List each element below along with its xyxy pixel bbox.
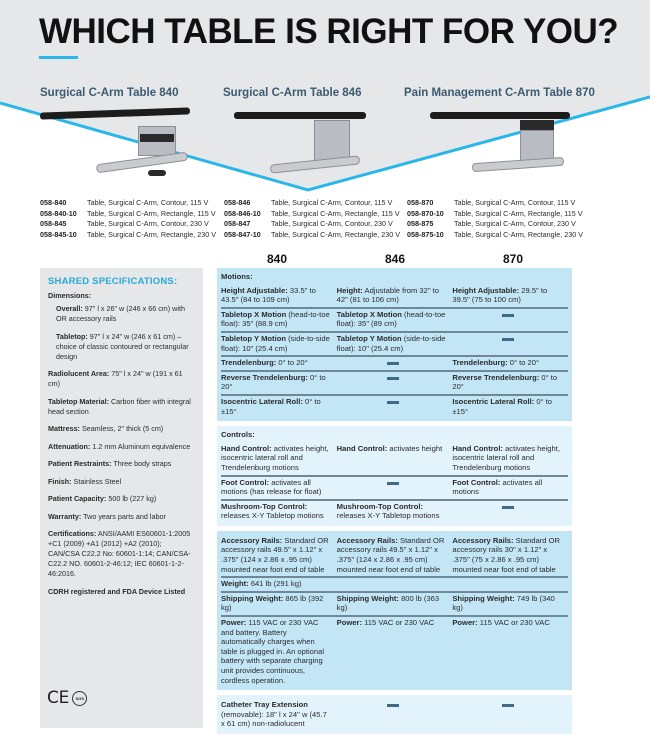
cell-label: Trendelenburg:	[452, 358, 508, 368]
part-description: Table, Surgical C-Arm, Contour, 230 V	[454, 219, 576, 228]
spec-value: Two years parts and labor	[81, 511, 166, 521]
spec-cell	[337, 397, 453, 416]
part-row	[224, 219, 400, 230]
cell-label: Height Adjustable:	[221, 285, 288, 295]
part-code: 058-870	[407, 198, 434, 207]
spec-cell	[452, 444, 568, 473]
spec-cell	[221, 310, 337, 329]
spec-cell	[337, 618, 453, 685]
spec-cell	[337, 700, 453, 729]
spec-label: Warranty:	[48, 511, 82, 521]
spec-cell	[221, 373, 337, 392]
title-accent-line	[39, 56, 78, 59]
spec-cell	[337, 594, 453, 613]
spec-cell	[452, 502, 568, 521]
part-description: Table, Surgical C-Arm, Contour, 115 V	[87, 198, 209, 207]
spec-row	[221, 443, 568, 477]
spec-row	[221, 285, 568, 309]
part-row	[224, 209, 400, 220]
cell-label: Tabletop X Motion	[336, 309, 402, 319]
spec-row	[221, 357, 568, 372]
cell-text: 0° to ±15°	[221, 396, 321, 416]
spec-row	[221, 535, 568, 578]
cell-label: Reverse Trendelenburg:	[221, 372, 308, 382]
not-available-dash	[387, 377, 399, 380]
cell-text: 115 VAC or 230 VAC and battery. Battery automatically charges when table is plugged in. An optional battery with separate charging unit provides continuous, cordless operation.	[221, 618, 325, 685]
cell-label: Catheter Tray Extension	[221, 700, 308, 710]
spec-cell	[221, 286, 337, 305]
cell-label: Shipping Weight:	[452, 593, 515, 603]
spec-cell	[452, 579, 568, 589]
not-available-dash	[502, 506, 514, 509]
cell-text: Adjustable from 32" to 42" (81 to 106 cm)	[336, 285, 439, 305]
cell-label: Height:	[336, 285, 363, 295]
cell-text: activates all motions	[452, 477, 543, 497]
part-code: 058-845-10	[40, 229, 77, 239]
spec-label: Patient Restraints:	[48, 459, 112, 468]
cell-text: 0° to ±15°	[452, 396, 553, 416]
spec-row	[221, 617, 568, 687]
spec-item	[48, 512, 195, 522]
part-description: Table, Surgical C-Arm, Contour, 230 V	[271, 219, 393, 228]
spec-cell	[337, 478, 453, 497]
cell-text: 29.5" to 39.5" (75 to 100 cm)	[452, 285, 548, 305]
spec-label: Mattress:	[48, 424, 80, 433]
spec-value: ANSI/AAMI ES60601-1:2005 +C1 (2009) +A1 (2012) +A2 (2010); CAN/CSA C22.2 No: 60601-1:14; CAN/CSA-C22.2 NO. 60601-2-46:12; IEC 60601-1-2-46:2016.	[48, 529, 191, 578]
spec-section-1	[217, 268, 572, 421]
column-header-840: 840	[266, 252, 288, 266]
section-title: Controls:	[221, 430, 255, 440]
shared-specifications-heading: SHARED SPECIFICATIONS:	[48, 276, 178, 287]
part-row	[407, 230, 583, 241]
ce-mark-logo: C E	[47, 688, 69, 708]
spec-item	[48, 494, 195, 504]
cell-text: 115 VAC or 230 VAC	[477, 618, 550, 628]
cell-label: Hand Control:	[221, 443, 272, 453]
spec-item	[48, 424, 195, 434]
part-description: Table, Surgical C-Arm, Contour, 230 V	[87, 219, 209, 228]
cell-text: activates height	[387, 443, 443, 453]
spec-value: Stainless Steel	[71, 476, 122, 486]
spec-label: Radiolucent Area:	[48, 369, 110, 378]
cell-text: (head-to-toe float): 35" (88.9 cm)	[221, 309, 330, 329]
spec-item	[48, 587, 195, 597]
cell-text: (head-to-toe float): 35" (89 cm)	[336, 309, 446, 329]
cell-text: releases X-Y Tabletop motions	[336, 511, 440, 521]
part-row	[407, 209, 583, 220]
spec-item	[48, 397, 195, 417]
spec-row	[221, 309, 568, 333]
spec-item	[48, 529, 195, 579]
cell-text: Standard OR accessory rails 30" x 1.12" x .375" (75 x 2.86 x .95 cm) mounted near foot end of table	[452, 535, 560, 574]
part-row	[407, 198, 583, 209]
spec-cell	[452, 358, 568, 368]
cell-label: Height Adjustable:	[452, 285, 520, 295]
cell-label: Accessory Rails:	[452, 535, 514, 545]
cell-text: 33.5" to 43.5" (84 to 109 cm)	[221, 285, 316, 305]
cell-text: Standard OR accessory rails 49.5" x 1.12" x .375" (124 x 2.86 x .95 cm) mounted near foot end of table	[336, 535, 445, 574]
spec-cell	[221, 334, 337, 353]
spec-section-3	[217, 531, 572, 690]
spec-item	[48, 369, 195, 389]
spec-row	[221, 372, 568, 396]
part-row	[407, 219, 583, 230]
part-description: Table, Surgical C-Arm, Rectangle, 115 V	[87, 208, 216, 218]
part-code: 058-840-10	[40, 208, 77, 218]
cell-label: Shipping Weight:	[221, 593, 284, 603]
part-code: 058-846	[224, 198, 251, 207]
spec-row	[221, 578, 568, 593]
spec-cell	[221, 444, 337, 473]
not-available-dash	[387, 362, 399, 365]
part-description: Table, Surgical C-Arm, Rectangle, 230 V	[271, 229, 401, 239]
cell-label: Hand Control:	[336, 443, 388, 453]
cell-label: Power:	[221, 618, 247, 628]
part-description: Table, Surgical C-Arm, Rectangle, 230 V	[87, 229, 217, 239]
cell-label: Accessory Rails:	[336, 535, 398, 545]
spec-cell	[337, 579, 453, 589]
spec-label: Overall:	[56, 304, 83, 313]
spec-cell	[221, 502, 337, 521]
not-available-dash	[502, 338, 514, 341]
table-846-image	[230, 108, 370, 183]
part-code: 058-875	[407, 219, 434, 228]
spec-cell	[452, 397, 568, 416]
cell-label: Shipping Weight:	[336, 593, 399, 603]
section-title: Motions:	[221, 272, 253, 281]
spec-section-2	[217, 426, 572, 526]
spec-cell	[337, 444, 453, 473]
spec-cell	[221, 618, 337, 685]
part-description: Table, Surgical C-Arm, Rectangle, 115 V	[454, 208, 583, 218]
column-header-846: 846	[384, 252, 406, 266]
spec-cell	[452, 334, 568, 353]
part-code: 058-840	[40, 198, 67, 207]
spec-cell	[337, 536, 453, 574]
cell-text: (side-to-side float): 10" (25.4 cm)	[336, 333, 446, 353]
part-list-846	[224, 198, 400, 240]
spec-cell	[452, 478, 568, 497]
spec-value: 97" l x 24" w (246 x 61 cm) – choice of classic contoured or rectangular design	[56, 331, 189, 361]
spec-cell	[221, 397, 337, 416]
part-code: 058-845	[40, 219, 67, 228]
spec-cell	[221, 579, 337, 589]
cell-text: (removable): 18" l x 24" w (45.7 x 61 cm) non-radiolucent	[221, 709, 327, 729]
spec-row	[221, 593, 568, 617]
part-code: 058-846-10	[224, 208, 261, 218]
cell-text: 0° to 20°	[276, 358, 308, 368]
spec-cell	[337, 286, 453, 305]
spec-value: 97" l x 26" w (246 x 66 cm) with OR accessory rails	[56, 304, 185, 323]
shared-specifications-panel	[40, 268, 203, 728]
spec-cell	[221, 594, 337, 613]
column-header-870: 870	[502, 252, 524, 266]
cell-label: Foot Control:	[452, 477, 501, 487]
not-available-dash	[387, 401, 399, 404]
spec-label: Dimensions:	[48, 291, 92, 300]
cell-text: 800 lb (363 kg)	[336, 593, 440, 613]
spec-cell	[337, 334, 453, 353]
cell-label: Isocentric Lateral Roll:	[452, 396, 535, 406]
spec-cell	[452, 700, 568, 729]
spec-cell	[452, 310, 568, 329]
cell-label: Tabletop X Motion	[221, 309, 287, 319]
cell-text: releases X-Y Tabletop motions	[221, 511, 324, 521]
product-title-840: Surgical C-Arm Table 840	[40, 87, 179, 99]
spec-cell	[221, 536, 337, 574]
not-available-dash	[502, 704, 514, 707]
spec-cell	[337, 373, 453, 392]
cell-label: Trendelenburg:	[221, 358, 277, 368]
part-description: Table, Surgical C-Arm, Rectangle, 230 V	[454, 229, 584, 239]
spec-cell	[221, 700, 337, 729]
spec-row	[221, 699, 568, 731]
spec-value: Carbon fiber with integral head section	[48, 396, 191, 416]
spec-row	[221, 477, 568, 501]
spec-label: CDRH registered and FDA Device Listed	[48, 586, 186, 596]
certification-marks	[47, 688, 87, 708]
cell-text: activates height, isocentric lateral roll and Trendelenburg motions	[452, 443, 560, 472]
spec-label: Finish:	[48, 476, 72, 486]
not-available-dash	[502, 314, 514, 317]
spec-value: 75" l x 24" w (191 x 61 cm)	[48, 369, 183, 388]
cell-text: 0° to 20°	[507, 358, 540, 368]
spec-label: Tabletop:	[56, 331, 88, 341]
cell-label: Foot Control:	[221, 477, 270, 487]
page-title: WHICH TABLE IS RIGHT FOR YOU?	[39, 12, 619, 51]
sgs-seal-logo: SGS	[72, 691, 87, 706]
part-row	[40, 198, 216, 209]
spec-label: Certifications:	[48, 529, 97, 538]
part-description: Table, Surgical C-Arm, Contour, 115 V	[454, 198, 576, 207]
cell-label: Hand Control:	[452, 443, 503, 453]
cell-label: Mushroom-Top Control:	[221, 501, 308, 511]
part-description: Table, Surgical C-Arm, Rectangle, 115 V	[271, 208, 400, 218]
cell-text: 749 lb (340 kg)	[452, 593, 555, 613]
spec-cell	[221, 358, 337, 368]
cell-label: Weight:	[221, 579, 249, 589]
table-840-image	[38, 108, 198, 183]
not-available-dash	[387, 704, 399, 707]
part-code: 058-847	[224, 219, 251, 228]
cell-text: 641 lb (291 kg)	[248, 579, 302, 589]
spec-label: Tabletop Material:	[48, 396, 109, 406]
spec-label: Patient Capacity:	[48, 494, 107, 503]
product-title-870: Pain Management C-Arm Table 870	[404, 87, 595, 99]
part-code: 058-847-10	[224, 229, 261, 239]
spec-value: 1.2 mm Aluminum equivalence	[90, 441, 191, 451]
part-list-870	[407, 198, 583, 240]
spec-cell	[221, 478, 337, 497]
part-description: Table, Surgical C-Arm, Contour, 115 V	[271, 198, 393, 207]
cell-text: 865 lb (392 kg)	[221, 593, 324, 613]
spec-row	[221, 396, 568, 418]
cell-text: 115 VAC or 230 VAC	[362, 618, 435, 628]
spec-section-4	[217, 695, 572, 734]
spec-cell	[452, 373, 568, 392]
spec-cell	[337, 502, 453, 521]
spec-cell	[337, 310, 453, 329]
cell-text: activates all motions (has release for float)	[221, 477, 322, 497]
spec-cell	[337, 358, 453, 368]
spec-cell	[452, 618, 568, 685]
part-row	[40, 219, 216, 230]
spec-item	[48, 459, 195, 469]
cell-text: Standard OR accessory rails 49.5" x 1.12" x .375" (124 x 2.86 x .95 cm) mounted near foot end of table	[221, 535, 329, 574]
spec-value: Three body straps	[111, 459, 172, 468]
spec-label: Attenuation:	[48, 441, 91, 451]
cell-label: Accessory Rails:	[221, 535, 283, 545]
part-row	[40, 209, 216, 220]
cell-label: Power:	[452, 618, 478, 628]
part-code: 058-875-10	[407, 229, 444, 239]
part-code: 058-870-10	[407, 208, 444, 218]
spec-row	[221, 501, 568, 523]
comparison-table	[217, 268, 572, 734]
cell-label: Isocentric Lateral Roll:	[221, 396, 303, 406]
cell-text: activates height, isocentric lateral roll and Trendelenburg motions	[221, 443, 329, 472]
cell-text: 0° to 20°	[452, 372, 558, 392]
spec-row	[221, 333, 568, 357]
spec-item	[48, 442, 195, 452]
product-title-846: Surgical C-Arm Table 846	[223, 87, 362, 99]
cell-label: Tabletop Y Motion	[221, 333, 286, 343]
cell-label: Power:	[336, 618, 362, 628]
part-row	[40, 230, 216, 241]
cell-label: Reverse Trendelenburg:	[452, 372, 540, 382]
spec-cell	[452, 594, 568, 613]
spec-cell	[452, 286, 568, 305]
spec-value: Seamless, 2" thick (5 cm)	[79, 424, 164, 433]
spec-value: 500 lb (227 kg)	[106, 494, 157, 503]
not-available-dash	[387, 482, 399, 485]
cell-label: Tabletop Y Motion	[336, 333, 402, 343]
cell-text: 0° to 20°	[221, 372, 326, 392]
spec-item	[48, 477, 195, 487]
cell-label: Mushroom-Top Control:	[336, 501, 423, 511]
part-list-840	[40, 198, 216, 240]
cell-text: (side-to-side float): 10" (25.4 cm)	[221, 333, 330, 353]
table-870-image	[426, 108, 576, 183]
part-row	[224, 198, 400, 209]
part-row	[224, 230, 400, 241]
spec-cell	[452, 536, 568, 574]
